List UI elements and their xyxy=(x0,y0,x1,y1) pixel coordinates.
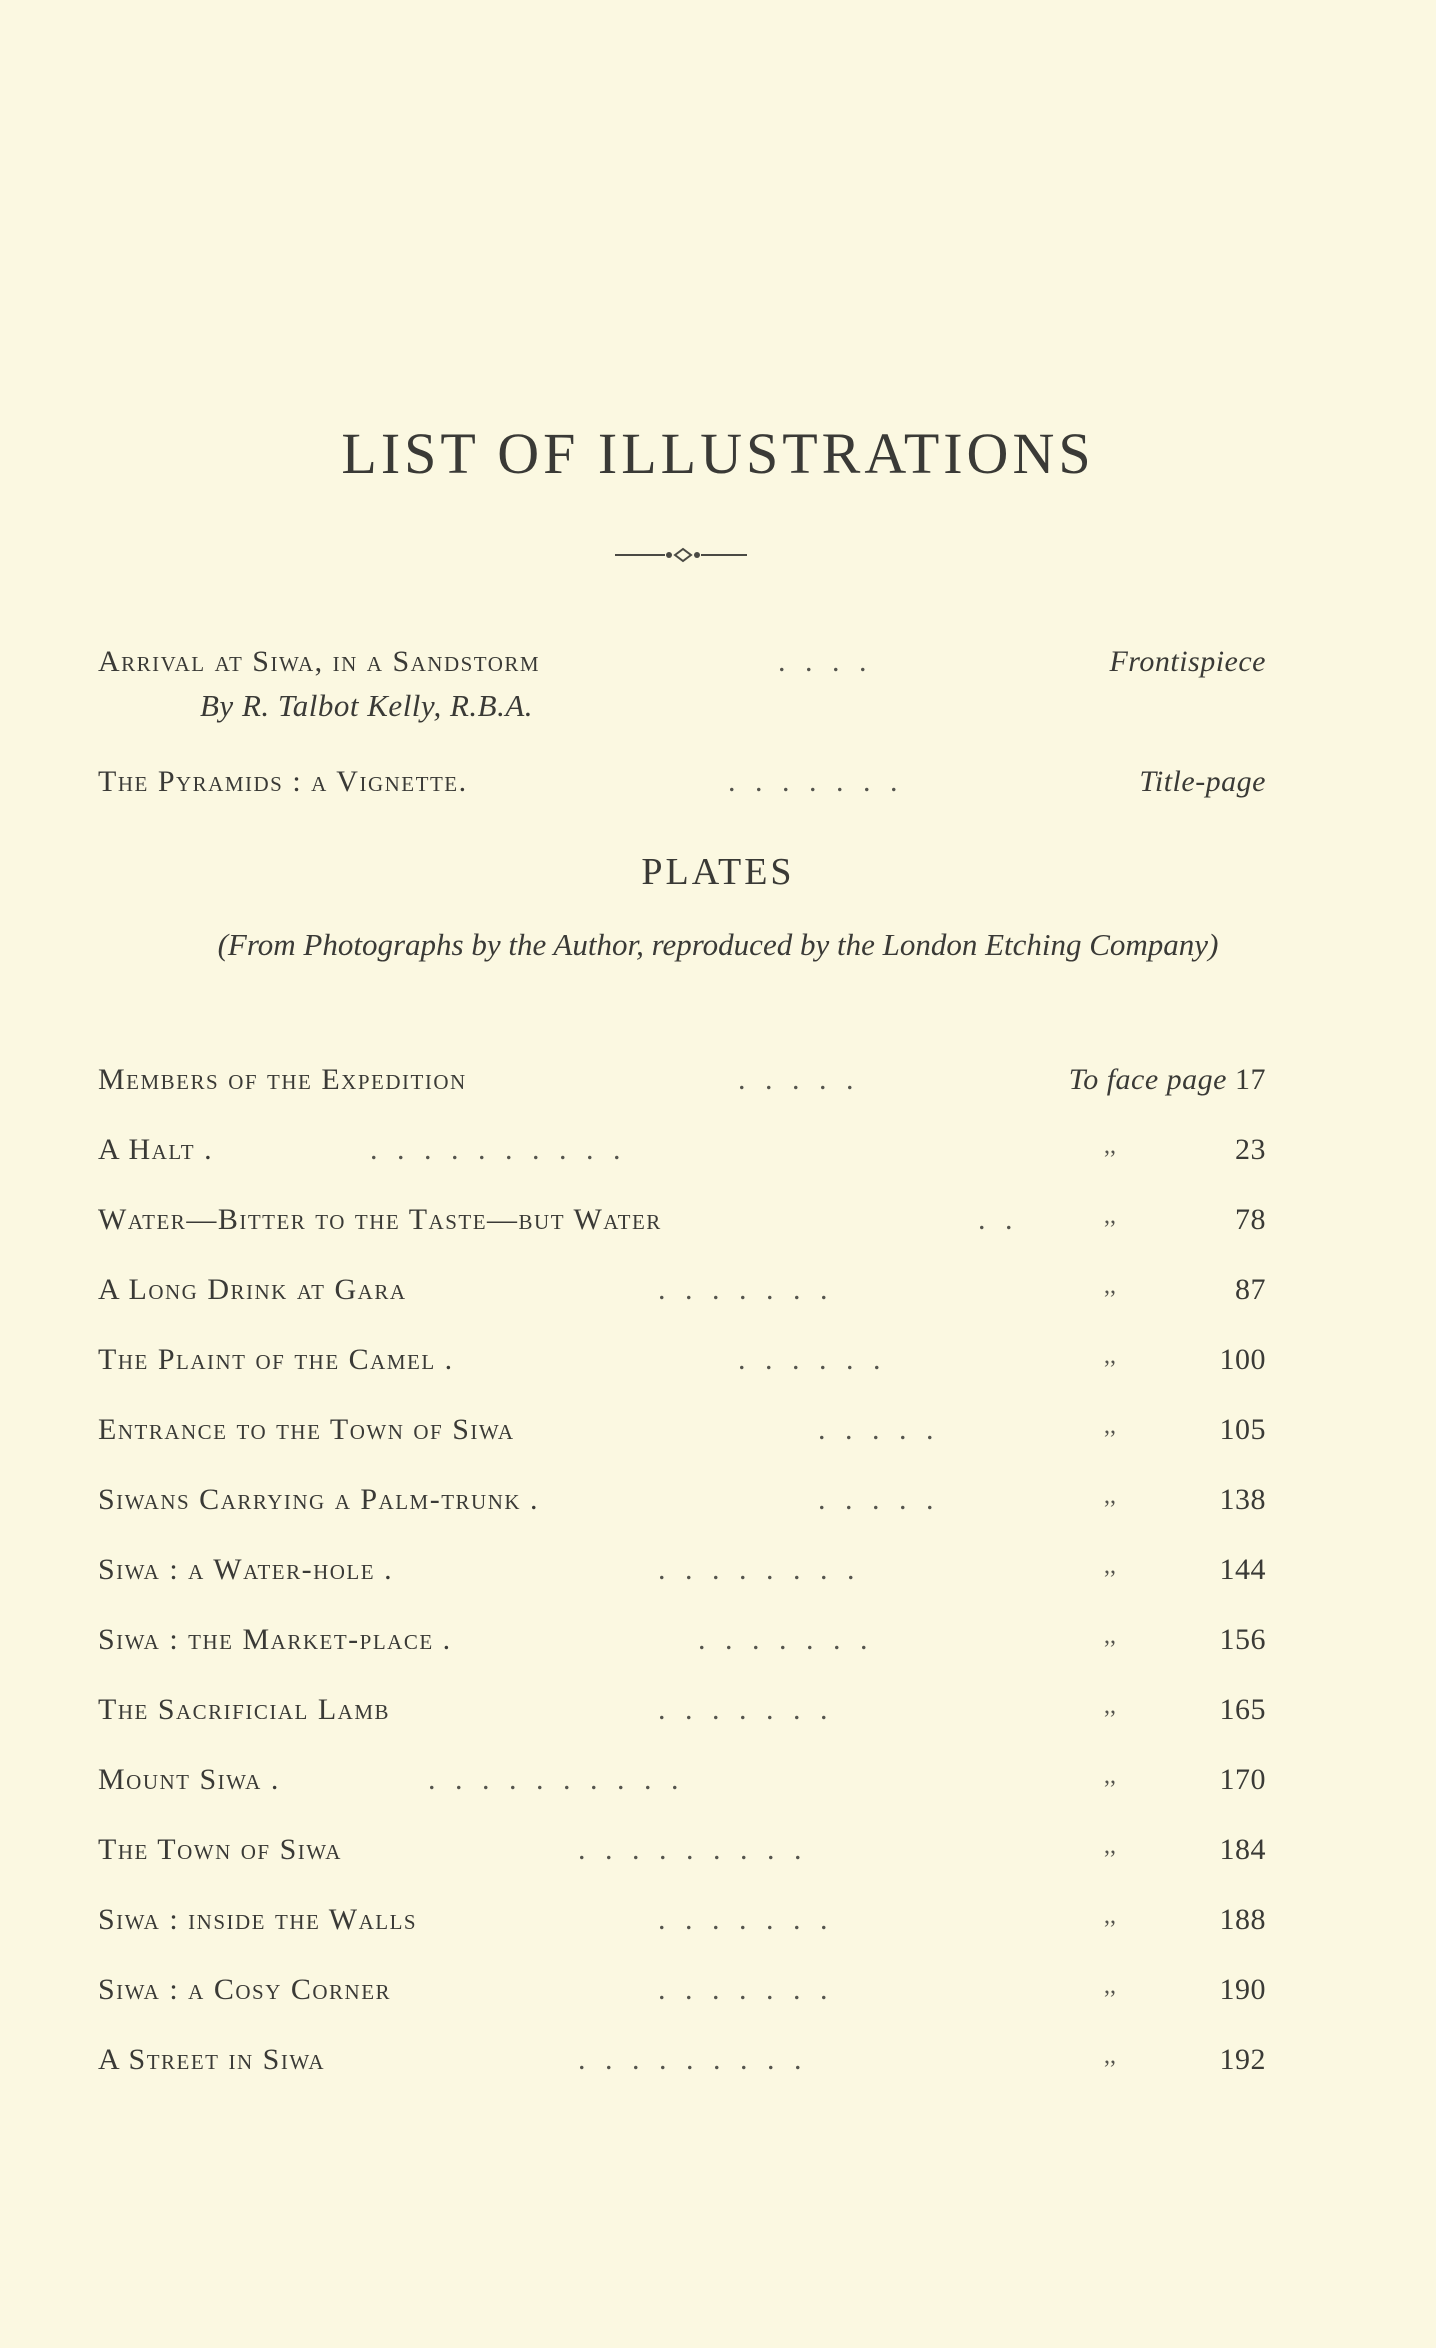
plate-title: A Long Drink at Gara xyxy=(98,1273,407,1306)
ditto-mark: ,, xyxy=(1104,2043,1116,2069)
plate-row xyxy=(98,1758,1266,1802)
page-number-value: 17 xyxy=(1235,1063,1266,1096)
plate-page-number: 105 xyxy=(1219,1413,1266,1446)
ditto-mark: ,, xyxy=(1104,1413,1116,1439)
plate-row xyxy=(98,1548,1266,1592)
leader-dots: . . . . . . . . . . xyxy=(428,1763,685,1796)
plate-page-number: 144 xyxy=(1219,1553,1266,1586)
page-title: LIST OF ILLUSTRATIONS xyxy=(341,421,1095,486)
leader-dots: . . . . . . . . . xyxy=(578,1833,808,1866)
plate-page-number: 170 xyxy=(1219,1763,1266,1796)
plate-row xyxy=(98,1198,1266,1242)
plate-page-number: 184 xyxy=(1219,1833,1266,1866)
ditto-mark: ,, xyxy=(1104,1973,1116,1999)
plate-row xyxy=(98,1688,1266,1732)
illustration-location: Title-page xyxy=(1139,765,1266,798)
plate-title: Members of the Expedition xyxy=(98,1063,467,1096)
leader-dots: . . . . . . . xyxy=(658,1693,834,1726)
plate-title: Entrance to the Town of Siwa xyxy=(98,1413,515,1446)
ditto-mark: ,, xyxy=(1104,1133,1116,1159)
leader-dots: . . . . . . . xyxy=(698,1623,874,1656)
plate-title: Siwa : the Market-place . xyxy=(98,1623,452,1656)
ditto-mark: ,, xyxy=(1104,1903,1116,1929)
plate-title: Siwa : a Water-hole . xyxy=(98,1553,394,1586)
plate-page-number: 192 xyxy=(1219,2043,1266,2076)
list-item-title-page xyxy=(98,760,1266,804)
leader-dots: . . . . . . . xyxy=(658,1273,834,1306)
plate-title: Water—Bitter to the Taste—but Water xyxy=(98,1203,662,1236)
plate-row xyxy=(98,1968,1266,2012)
section-heading-plates: PLATES xyxy=(641,851,795,893)
leader-dots: . . . . . . . xyxy=(658,1973,834,2006)
leader-dots: . . xyxy=(978,1203,1019,1236)
plate-page-number: 78 xyxy=(1235,1203,1266,1236)
plate-row xyxy=(98,1408,1266,1452)
plate-row xyxy=(98,2038,1266,2082)
plate-row xyxy=(98,1828,1266,1872)
plate-row xyxy=(98,1268,1266,1312)
ditto-mark: ,, xyxy=(1104,1763,1116,1789)
to-face-page-label: To face page xyxy=(1068,1063,1227,1096)
plate-row xyxy=(98,1338,1266,1382)
plate-title: The Plaint of the Camel . xyxy=(98,1343,454,1376)
ditto-mark: ,, xyxy=(1104,1483,1116,1509)
plate-title: Siwa : inside the Walls xyxy=(98,1903,418,1936)
leader-dots: . . . . . . . . xyxy=(658,1553,861,1586)
list-item-frontispiece xyxy=(98,640,1266,684)
plate-row xyxy=(98,1128,1266,1172)
plate-page-number: 165 xyxy=(1219,1693,1266,1726)
illustration-location: Frontispiece xyxy=(1109,645,1266,678)
plate-page-number: 100 xyxy=(1219,1343,1266,1376)
ditto-mark: ,, xyxy=(1104,1273,1116,1299)
ditto-mark: ,, xyxy=(1104,1693,1116,1719)
plate-title: Siwa : a Cosy Corner xyxy=(98,1973,392,2006)
plate-page-number: 190 xyxy=(1219,1973,1266,2006)
decorative-rule-icon xyxy=(615,538,747,572)
leader-dots: . . . . . xyxy=(818,1413,940,1446)
plate-row xyxy=(98,1618,1266,1662)
leader-dots: . . . . . . . xyxy=(658,1903,834,1936)
leader-dots: . . . . . . . . . xyxy=(578,2043,808,2076)
plate-row xyxy=(98,1898,1266,1942)
leader-dots: . . . . . . . xyxy=(728,765,904,798)
plate-page-number: 138 xyxy=(1219,1483,1266,1516)
plates-credit-note: (From Photographs by the Author, reproduced by the London Etching Company) xyxy=(217,927,1219,962)
plate-title: A Halt . xyxy=(98,1133,214,1166)
plate-title: Mount Siwa . xyxy=(98,1763,280,1796)
plate-title: The Town of Siwa xyxy=(98,1833,342,1866)
ditto-mark: ,, xyxy=(1104,1833,1116,1859)
plate-page-number: 23 xyxy=(1235,1133,1266,1166)
plate-row xyxy=(98,1478,1266,1522)
plate-title: The Sacrificial Lamb xyxy=(98,1693,391,1726)
leader-dots: . . . . xyxy=(778,645,873,678)
ditto-mark: ,, xyxy=(1104,1203,1116,1229)
plate-page-number: 156 xyxy=(1219,1623,1266,1656)
illustration-title: The Pyramids : a Vignette. xyxy=(98,765,468,798)
ditto-mark: ,, xyxy=(1104,1623,1116,1649)
plate-page-number xyxy=(1069,1058,1266,1102)
leader-dots: . . . . . . xyxy=(738,1343,887,1376)
leader-dots: . . . . . xyxy=(738,1063,860,1096)
ditto-mark: ,, xyxy=(1104,1553,1116,1579)
plate-row xyxy=(98,1058,1266,1102)
illustration-title: Arrival at Siwa, in a Sandstorm xyxy=(98,645,541,678)
plate-page-number: 87 xyxy=(1235,1273,1266,1306)
ditto-mark: ,, xyxy=(1104,1343,1116,1369)
illustration-credit: By R. Talbot Kelly, R.B.A. xyxy=(200,688,534,723)
plate-title: Siwans Carrying a Palm-trunk . xyxy=(98,1483,540,1516)
plate-page-number: 188 xyxy=(1219,1903,1266,1936)
leader-dots: . . . . . . . . . . xyxy=(370,1133,627,1166)
plate-title: A Street in Siwa xyxy=(98,2043,326,2076)
leader-dots: . . . . . xyxy=(818,1483,940,1516)
